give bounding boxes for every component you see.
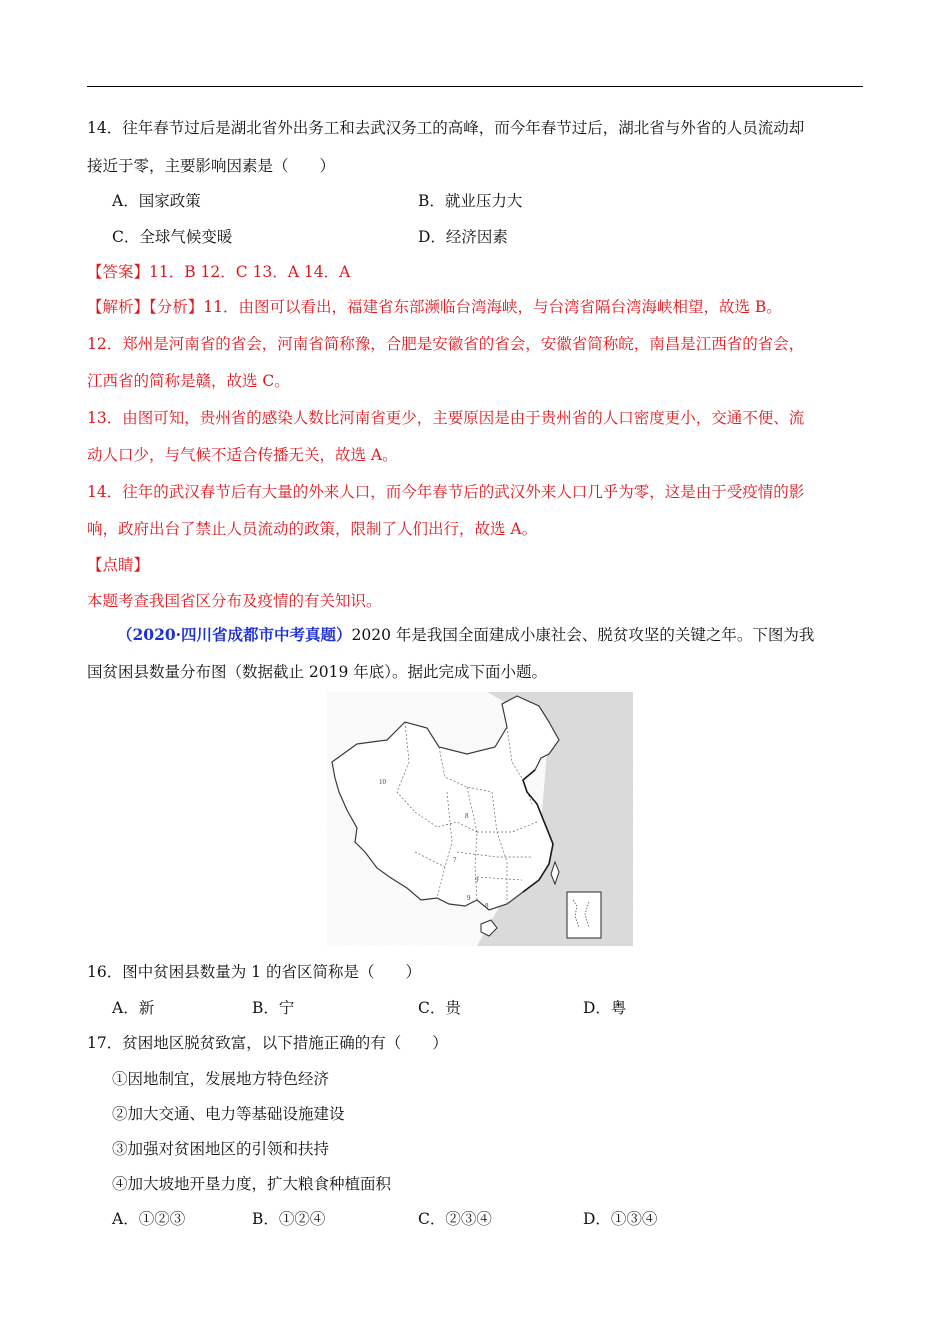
map-label: 8 [485, 902, 489, 910]
q14-stem-line1: 14．往年春节过后是湖北省外出务工和去武汉务工的高峰，而今年春节过后，湖北省与外省的人员流动却 [87, 119, 805, 137]
analysis-text-11: 11．由图可以看出，福建省东部濒临台湾海峡，与台湾省隔台湾海峡相望，故选 B。 [203, 298, 782, 316]
q14-option-a: A．国家政策 [112, 192, 201, 210]
analysis-line6: 14．往年的武汉春节后有大量的外来人口，而今年春节后的武汉外来人口几乎为零，这是由于受疫情的影 [87, 483, 805, 501]
q17-stem: 17．贫困地区脱贫致富，以下措施正确的有（ ） [87, 1034, 448, 1052]
comment-label: 【点睛】 [87, 556, 150, 574]
intro-text1: 2020 年是我国全面建成小康社会、脱贫攻坚的关键之年。下图为我 [351, 626, 815, 644]
south-sea-inset [567, 892, 601, 938]
analysis-line1 [87, 297, 782, 317]
analysis-line4: 13．由图可知，贵州省的感染人数比河南省更少，主要原因是由于贵州省的人口密度更小，交通不便、流 [87, 409, 805, 427]
q14-option-d: D．经济因素 [418, 228, 508, 246]
analysis-label: 【解析】【分析】 [87, 298, 204, 316]
map-label: 10 [379, 778, 386, 786]
q16-option-b: B．宁 [252, 999, 295, 1017]
map-label: 9 [467, 894, 471, 902]
q14-option-c: C．全球气候变暖 [112, 228, 233, 246]
q17-option-a: A．①②③ [112, 1210, 186, 1228]
intro-line1 [117, 625, 814, 645]
q14-option-b: B．就业压力大 [418, 192, 523, 210]
analysis-line7: 响，政府出台了禁止人员流动的政策，限制了人们出行，故选 A。 [87, 520, 538, 538]
analysis-line2: 12．郑州是河南省的省会，河南省简称豫，合肥是安徽省的省会，安徽省简称皖，南昌是江西省的省会， [87, 335, 805, 353]
q17-item1: ①因地制宜，发展地方特色经济 [112, 1070, 330, 1088]
comment-text: 本题考查我国省区分布及疫情的有关知识。 [87, 592, 382, 610]
q16-stem: 16．图中贫困县数量为 1 的省区简称是（ ） [87, 963, 421, 981]
q14-stem-line2: 接近于零，主要影响因素是（ ） [87, 157, 336, 175]
answer-line [87, 262, 350, 282]
q16-option-d: D．粤 [583, 999, 627, 1017]
analysis-line3: 江西省的简称是赣，故选 C。 [87, 372, 290, 390]
q17-item4: ④加大坡地开垦力度，扩大粮食种植面积 [112, 1175, 392, 1193]
q16-option-a: A．新 [112, 999, 155, 1017]
q17-item2: ②加大交通、电力等基础设施建设 [112, 1105, 345, 1123]
analysis-line5: 动人口少，与气候不适合传播无关，故选 A。 [87, 446, 398, 464]
map-svg [327, 692, 633, 946]
intro-line2: 国贫困县数量分布图（数据截止 2019 年底）。据此完成下面小题。 [87, 663, 548, 681]
q17-option-c: C．②③④ [418, 1210, 492, 1228]
map-label: 8 [465, 812, 469, 820]
answer-label: 【答案】 [87, 263, 150, 281]
header-rule [87, 86, 863, 87]
map-label: 7 [453, 856, 457, 864]
q16-option-c: C．贵 [418, 999, 461, 1017]
poverty-county-map [327, 692, 633, 946]
q17-option-d: D．①③④ [583, 1210, 658, 1228]
answer-text: 11．B 12．C 13．A 14．A [149, 263, 351, 281]
q17-item3: ③加强对贫困地区的引领和扶持 [112, 1140, 330, 1158]
q17-option-b: B．①②④ [252, 1210, 326, 1228]
map-label: 9 [475, 876, 479, 884]
intro-source: （2020·四川省成都市中考真题） [117, 625, 352, 644]
